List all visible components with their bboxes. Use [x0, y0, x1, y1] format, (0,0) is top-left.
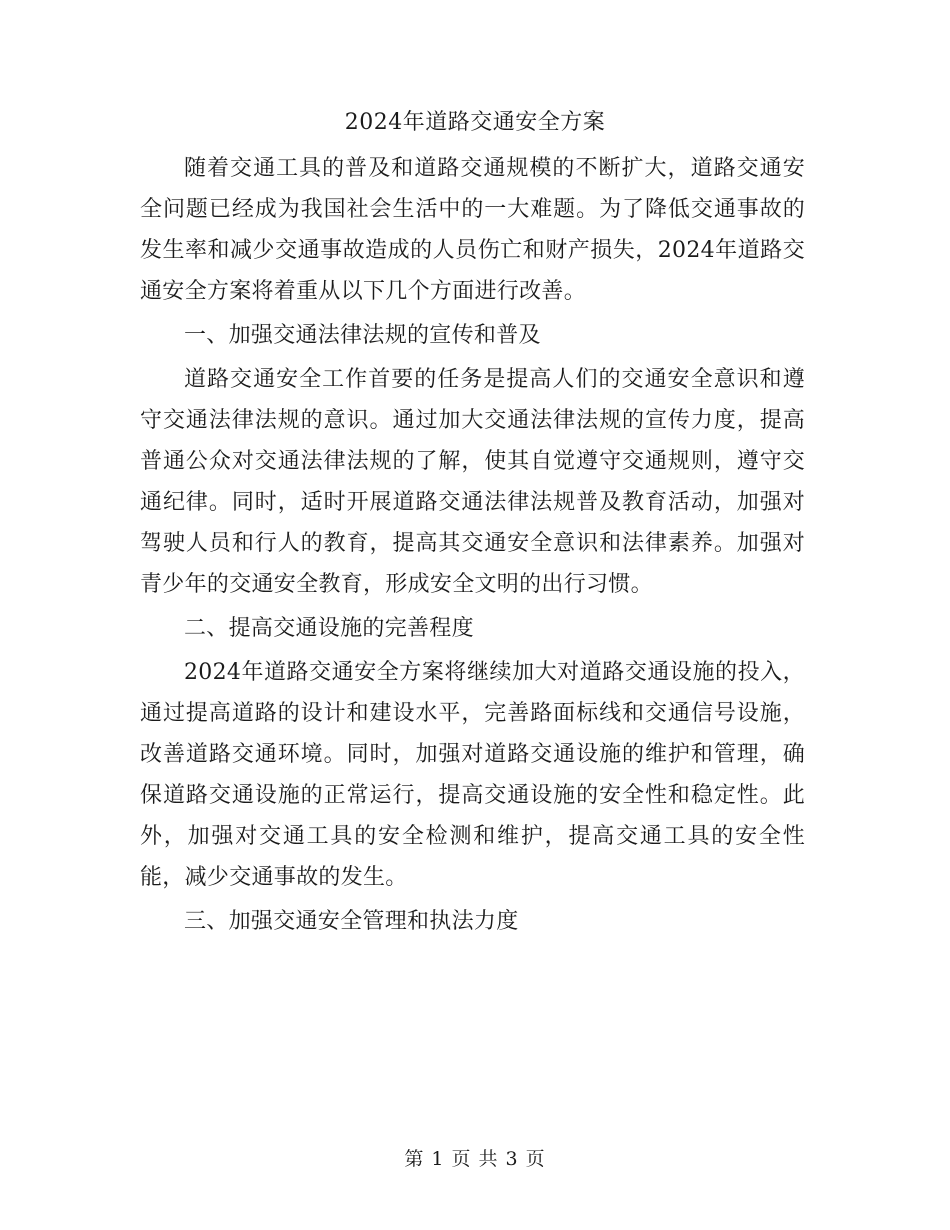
section-heading-2: 二、提高交通设施的完善程度 — [184, 616, 474, 641]
document-title: 2024年道路交通安全方案 — [344, 110, 606, 135]
page-footer: 第 1 页 共 3 页 — [404, 1148, 546, 1170]
section-1-paragraph: 道路交通安全工作首要的任务是提高人们的交通安全意识和遵守交通法律法规的意识。通过加大交通法律法规的宣传力度，提高普通公众对交通法律法规的了解，使其自觉遵守交通规则，遵守交通纪律。同时，适时开展道路交通法律法规普及教育活动，加强对驾驶人员和行人的教育，提高其交通安全意识和法律素养。加强对青少年的交通安全教育，形成安全文明的出行习惯。 — [140, 367, 805, 597]
section-2-paragraph: 2024年道路交通安全方案将继续加大对道路交通设施的投入，通过提高道路的设计和建设水平，完善路面标线和交通信号设施，改善道路交通环境。同时，加强对道路交通设施的维护和管理，确保道路交通设施的正常运行，提高交通设施的安全性和稳定性。此外，加强对交通工具的安全检测和维护，提高交通工具的安全性能，减少交通事故的发生。 — [140, 660, 805, 890]
section-heading-1: 一、加强交通法律法规的宣传和普及 — [184, 323, 541, 348]
intro-paragraph: 随着交通工具的普及和道路交通规模的不断扩大，道路交通安全问题已经成为我国社会生活中的一大难题。为了降低交通事故的发生率和减少交通事故造成的人员伤亡和财产损失，2024年道路交通安全方案将着重从以下几个方面进行改善。 — [140, 156, 805, 304]
section-heading-3: 三、加强交通安全管理和执法力度 — [184, 909, 519, 934]
document-body — [140, 148, 805, 945]
